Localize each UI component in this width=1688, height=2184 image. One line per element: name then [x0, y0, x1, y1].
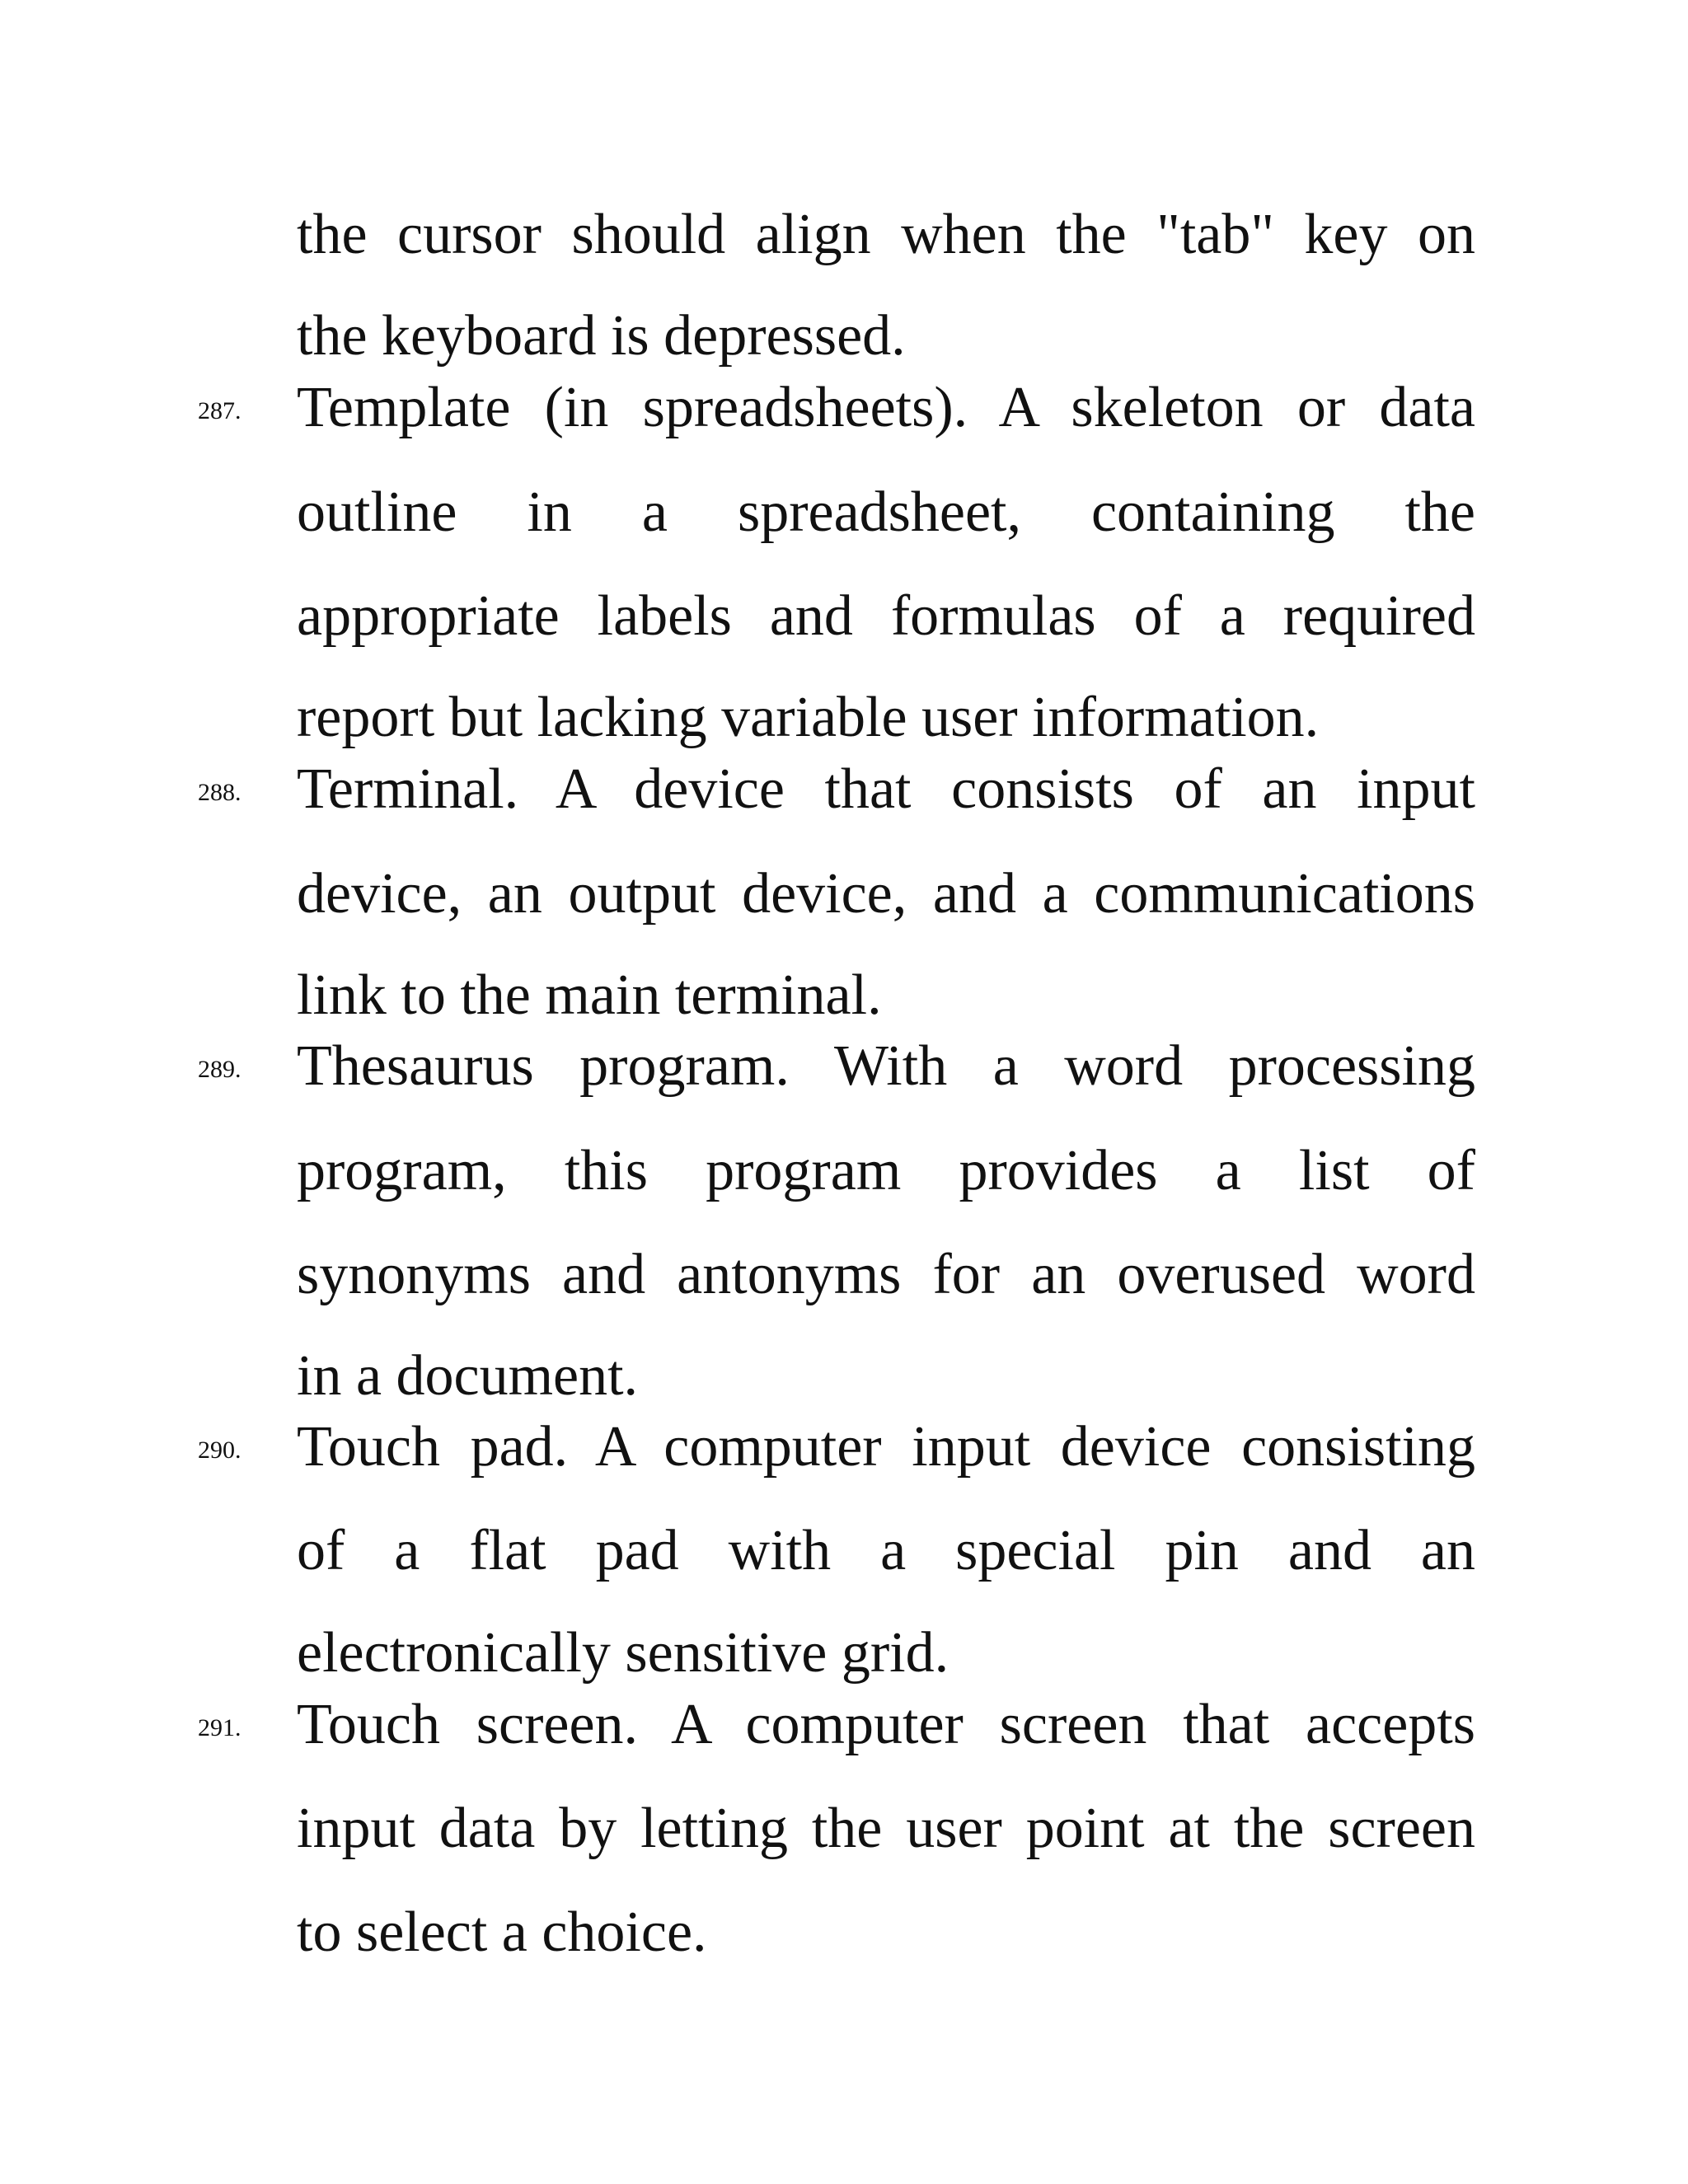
entry-number: 288.	[198, 779, 241, 806]
entry-line: in a document.	[297, 1344, 639, 1408]
entry-line: program, this program provides a list of	[297, 1139, 1475, 1202]
entry-line: report but lacking variable user information.	[297, 686, 1320, 749]
entry-line: of a flat pad with a special pin and an	[297, 1519, 1475, 1582]
entry-line: input data by letting the user point at the screen	[297, 1797, 1475, 1860]
entry-line: Template (in spreadsheets). A skeleton or data	[297, 376, 1475, 439]
entry-number: 291.	[198, 1714, 241, 1741]
entry-line: Touch screen. A computer screen that accepts	[297, 1693, 1475, 1756]
entry-line: electronically sensitive grid.	[297, 1621, 950, 1685]
entry-line: outline in a spreadsheet, containing the	[297, 480, 1475, 544]
entry-line: device, an output device, and a communications	[297, 862, 1475, 926]
entry-line: to select a choice.	[297, 1900, 707, 1964]
entry-line: Touch pad. A computer input device consisting	[297, 1415, 1475, 1479]
continuation-line: the keyboard is depressed.	[297, 304, 906, 368]
entry-line: Terminal. A device that consists of an input	[297, 757, 1475, 821]
entry-line: link to the main terminal.	[297, 963, 882, 1027]
entry-number: 290.	[198, 1436, 241, 1464]
entry-number: 287.	[198, 397, 241, 424]
entry-number: 289.	[198, 1056, 241, 1083]
entry-line: Thesaurus program. With a word processing	[297, 1034, 1475, 1098]
continuation-line: the cursor should align when the "tab" key on	[297, 203, 1475, 266]
entry-line: appropriate labels and formulas of a required	[297, 584, 1475, 648]
entry-line: synonyms and antonyms for an overused word	[297, 1243, 1475, 1306]
